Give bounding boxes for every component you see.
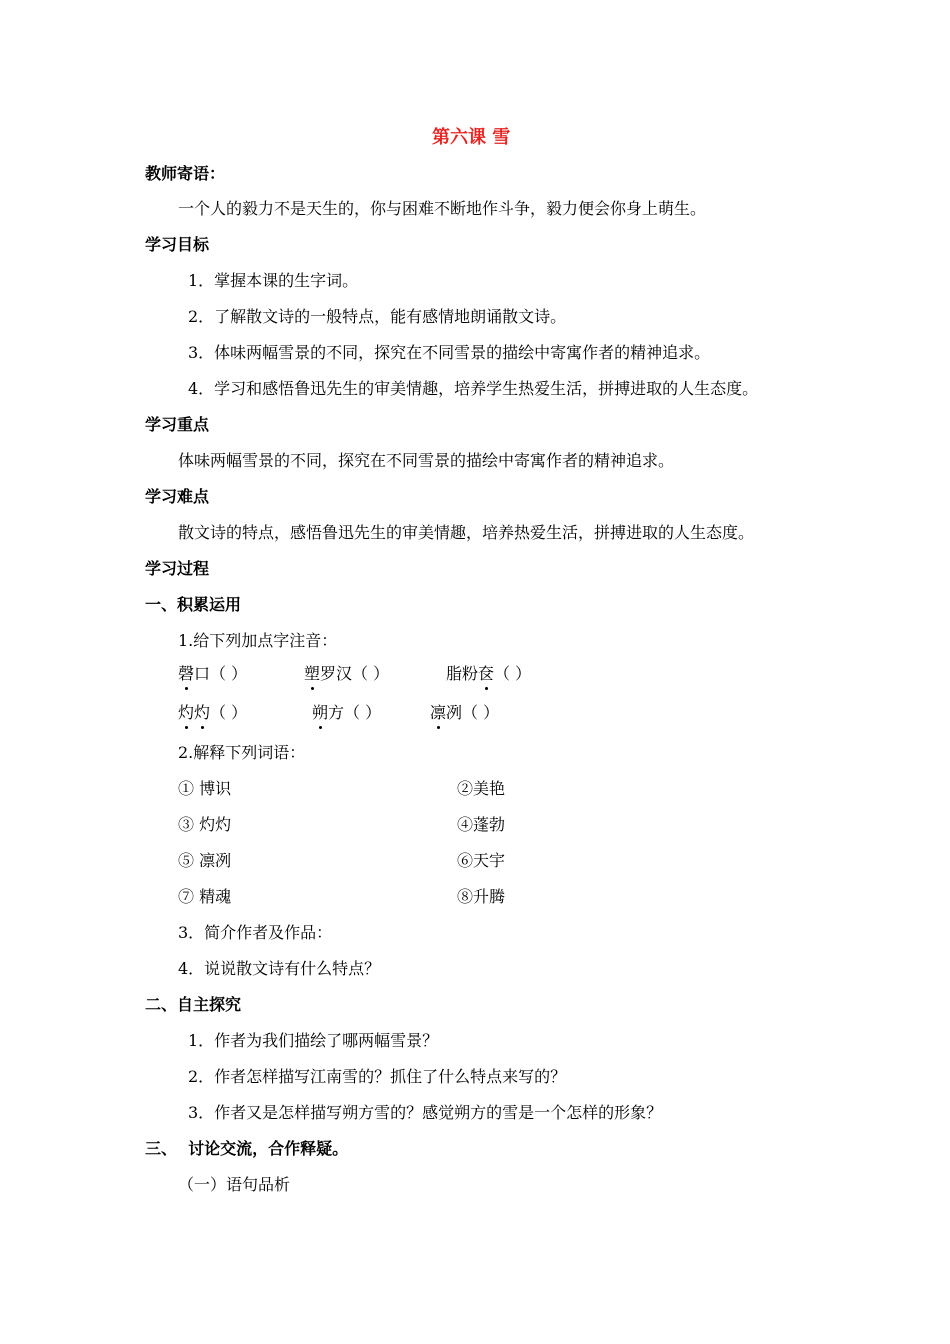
question-3: 3．简介作者及作品：	[178, 923, 333, 942]
key-points-text: 体味两幅雪景的不同，探究在不同雪景的描绘中寄寓作者的精神追求。	[178, 451, 675, 470]
objective-item: 3．体味两幅雪景的不同，探究在不同雪景的描绘中寄寓作者的精神追求。	[188, 343, 711, 362]
vocab-word: ⑧升腾	[457, 887, 506, 906]
dotted-character: 磬	[178, 664, 195, 683]
difficulties-text: 散文诗的特点，感悟鲁迅先生的审美情趣，培养热爱生活，拼搏进取的人生态度。	[178, 523, 755, 542]
dotted-character: 灼	[194, 703, 211, 722]
pinyin-item: 凛冽（ ）	[430, 703, 500, 722]
question-1: 1.给下列加点字注音：	[178, 631, 338, 650]
objectives-heading: 学习目标	[145, 235, 210, 254]
section3-heading: 三、 讨论交流，合作释疑。	[145, 1139, 349, 1158]
explore-item: 2．作者怎样描写江南雪的？抓住了什么特点来写的？	[188, 1067, 567, 1086]
pinyin-item: 朔方（ ）	[312, 703, 382, 722]
vocab-word: ① 博识	[178, 779, 232, 798]
explore-item: 3．作者又是怎样描写朔方雪的？感觉朔方的雪是一个怎样的形象？	[188, 1103, 663, 1122]
dotted-character: 朔	[312, 703, 329, 722]
section3-sub: （一）语句品析	[178, 1175, 291, 1194]
explore-item: 1．作者为我们描绘了哪两幅雪景？	[188, 1031, 439, 1050]
lesson-title: 第六课 雪	[432, 127, 511, 148]
teacher-message-heading: 教师寄语：	[145, 164, 226, 183]
objective-item: 2．了解散文诗的一般特点，能有感情地朗诵散文诗。	[188, 307, 567, 326]
pinyin-item: 灼灼（ ）	[178, 703, 248, 722]
vocab-word: ③ 灼灼	[178, 815, 232, 834]
question-2: 2.解释下列词语：	[178, 743, 306, 762]
vocab-word: ⑥天宇	[457, 851, 506, 870]
objective-item: 1．掌握本课的生字词。	[188, 271, 359, 290]
vocab-word: ⑦ 精魂	[178, 887, 232, 906]
question-4: 4．说说散文诗有什么特点？	[178, 959, 381, 978]
dotted-character: 奁	[478, 664, 495, 683]
pinyin-item: 磬口（ ）	[178, 664, 248, 683]
pinyin-item: 塑罗汉（ ）	[304, 664, 390, 683]
process-heading: 学习过程	[145, 559, 210, 578]
section2-heading: 二、自主探究	[145, 995, 242, 1014]
difficulties-heading: 学习难点	[145, 487, 210, 506]
teacher-message-text: 一个人的毅力不是天生的，你与困难不断地作斗争，毅力便会你身上萌生。	[178, 199, 707, 218]
pinyin-item: 脂粉奁（ ）	[446, 664, 532, 683]
dotted-character: 灼	[178, 703, 195, 722]
objective-item: 4．学习和感悟鲁迅先生的审美情趣，培养学生热爱生活，拼搏进取的人生态度。	[188, 379, 759, 398]
dotted-character: 塑	[304, 664, 321, 683]
dotted-character	[178, 703, 210, 722]
vocab-word: ②美艳	[457, 779, 506, 798]
dotted-character: 凛	[430, 703, 447, 722]
key-points-heading: 学习重点	[145, 415, 210, 434]
section1-heading: 一、积累运用	[145, 595, 242, 614]
vocab-word: ⑤ 凛冽	[178, 851, 232, 870]
vocab-word: ④蓬勃	[457, 815, 506, 834]
